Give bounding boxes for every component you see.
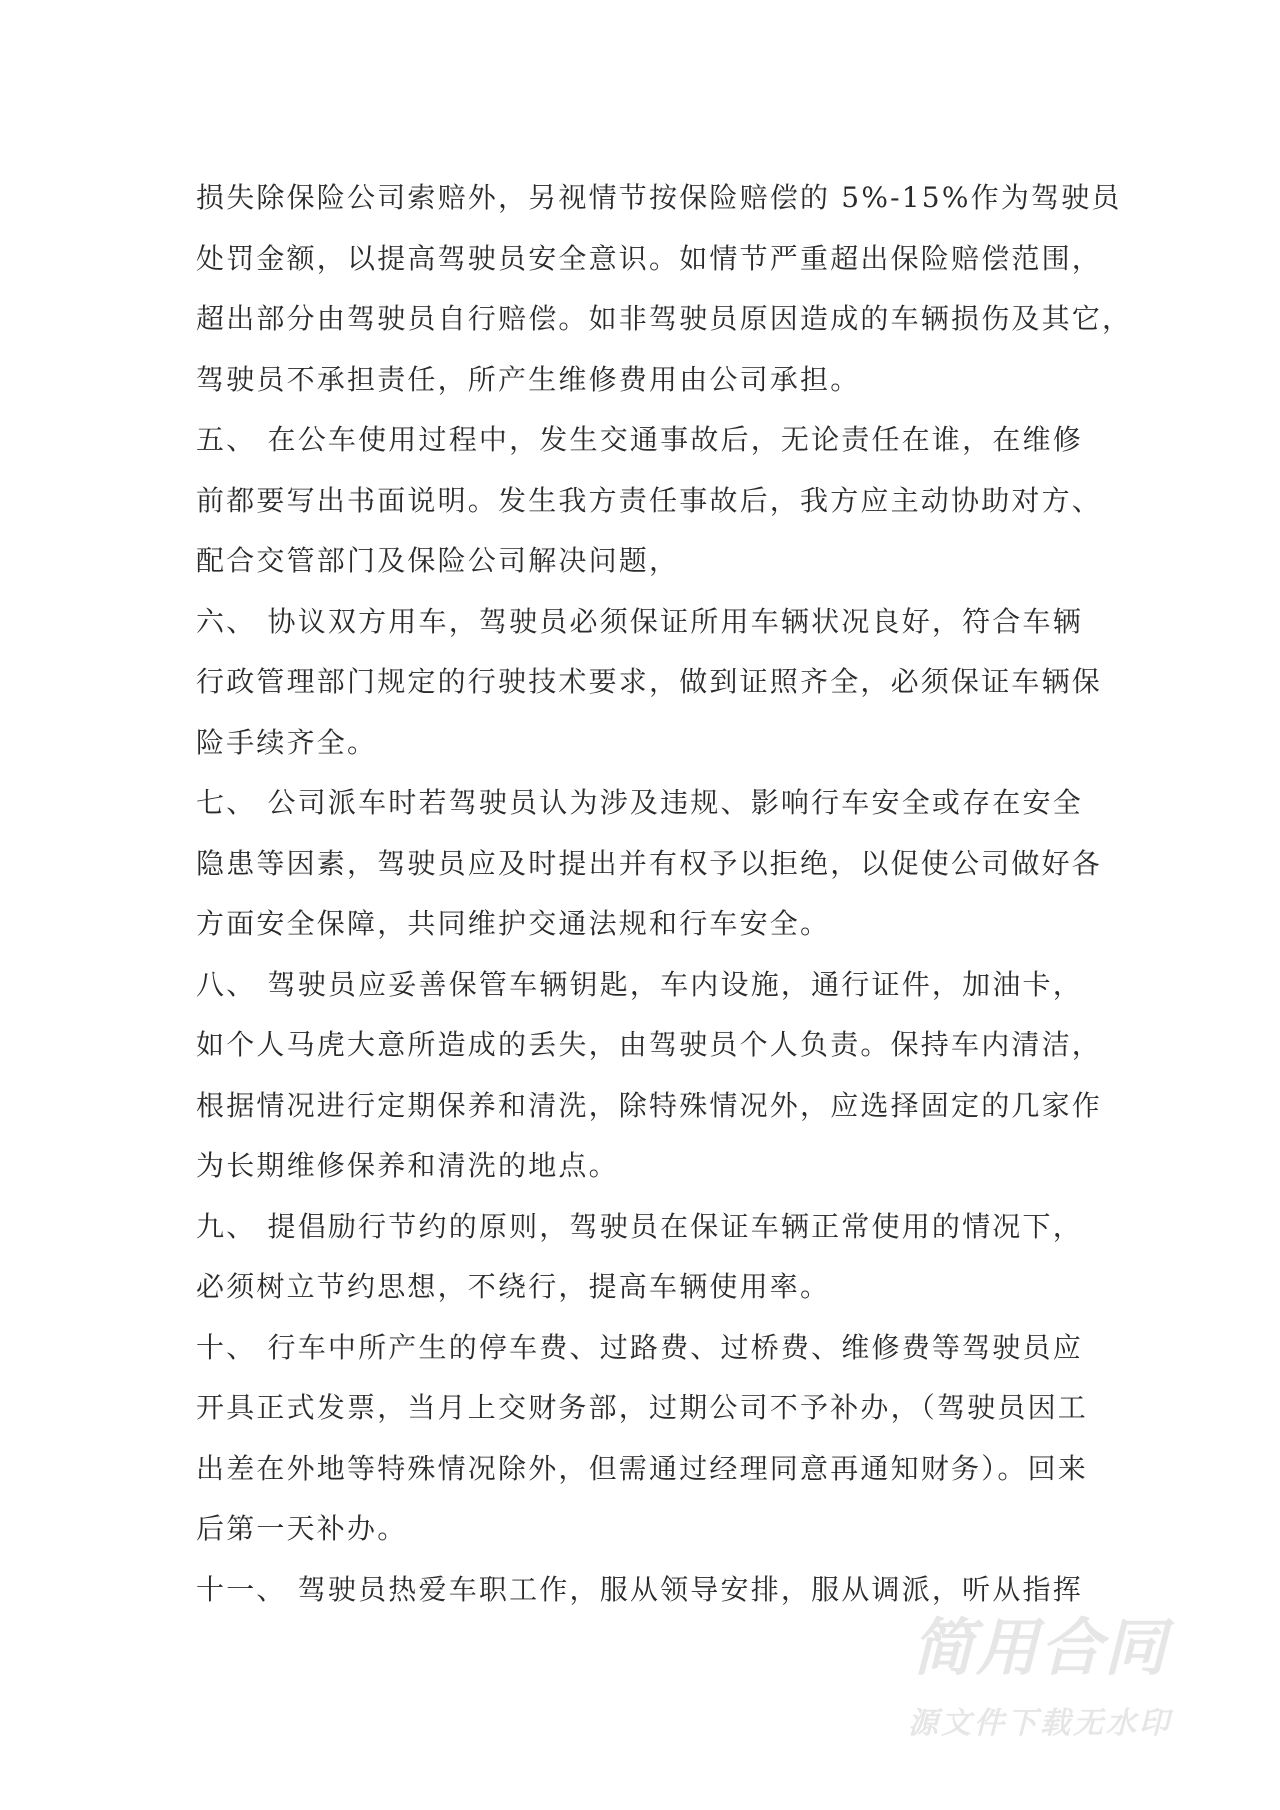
text-line: 根据情况进行定期保养和清洗，除特殊情况外，应选择固定的几家作 [196,1088,1103,1122]
text-line: 七、 公司派车时若驾驶员认为涉及违规、影响行车安全或存在安全 [196,786,1083,819]
text-line: 方面安全保障，共同维护交通法规和行车安全。 [196,907,831,940]
text-line: 开具正式发票，当月上交财务部，过期公司不予补办，（驾驶员因工 [196,1391,1089,1424]
text-line: 后第一天补办。 [196,1512,408,1545]
text-line: 六、 协议双方用车，驾驶员必须保证所用车辆状况良好，符合车辆 [196,604,1083,638]
text-line: 行政管理部门规定的行驶技术要求，做到证照齐全，必须保证车辆保 [196,665,1103,698]
text-line: 八、 驾驶员应妥善保管车辆钥匙，车内设施，通行证件，加油卡， [196,967,1083,1001]
text-line: 为长期维修保养和清洗的地点。 [196,1149,619,1182]
text-line: 处罚金额，以提高驾驶员安全意识。如情节严重超出保险赔偿范围， [196,241,1103,275]
text-line: 配合交管部门及保险公司解决问题， [196,544,680,577]
text-line: 出差在外地等特殊情况除外，但需通过经理同意再通知财务）。回来 [196,1451,1089,1485]
watermark-subtitle: 源文件下载无水印 [908,1706,1172,1741]
text-line: 十、 行车中所产生的停车费、过路费、过桥费、维修费等驾驶员应 [196,1330,1083,1364]
text-line: 超出部分由驾驶员自行赔偿。如非驾驶员原因造成的车辆损伤及其它， [196,302,1133,335]
watermark-title: 简用合同 [911,1611,1168,1684]
text-line: 险手续齐全。 [196,725,378,759]
text-line: 九、 提倡励行节约的原则，驾驶员在保证车辆正常使用的情况下， [196,1209,1083,1243]
document-body [196,168,1133,1620]
text-line: 五、 在公车使用过程中，发生交通事故后，无论责任在谁，在维修 [196,423,1083,456]
text-line: 前都要写出书面说明。发生我方责任事故后，我方应主动协助对方、 [196,483,1103,517]
text-line: 损失除保险公司索赔外，另视情节按保险赔偿的 5%-15%作为驾驶员 [196,181,1122,214]
text-line: 隐患等因素，驾驶员应及时提出并有权予以拒绝，以促使公司做好各 [196,846,1103,880]
text-line: 如个人马虎大意所造成的丢失，由驾驶员个人负责。保持车内清洁， [196,1028,1103,1061]
text-line: 十一、 驾驶员热爱车职工作，服从领导安排，服从调派，听从指挥 [196,1572,1083,1606]
text-line: 驾驶员不承担责任，所产生维修费用由公司承担。 [196,362,861,396]
watermark [870,1612,1210,1746]
text-line: 必须树立节约思想，不绕行，提高车辆使用率。 [196,1270,831,1303]
